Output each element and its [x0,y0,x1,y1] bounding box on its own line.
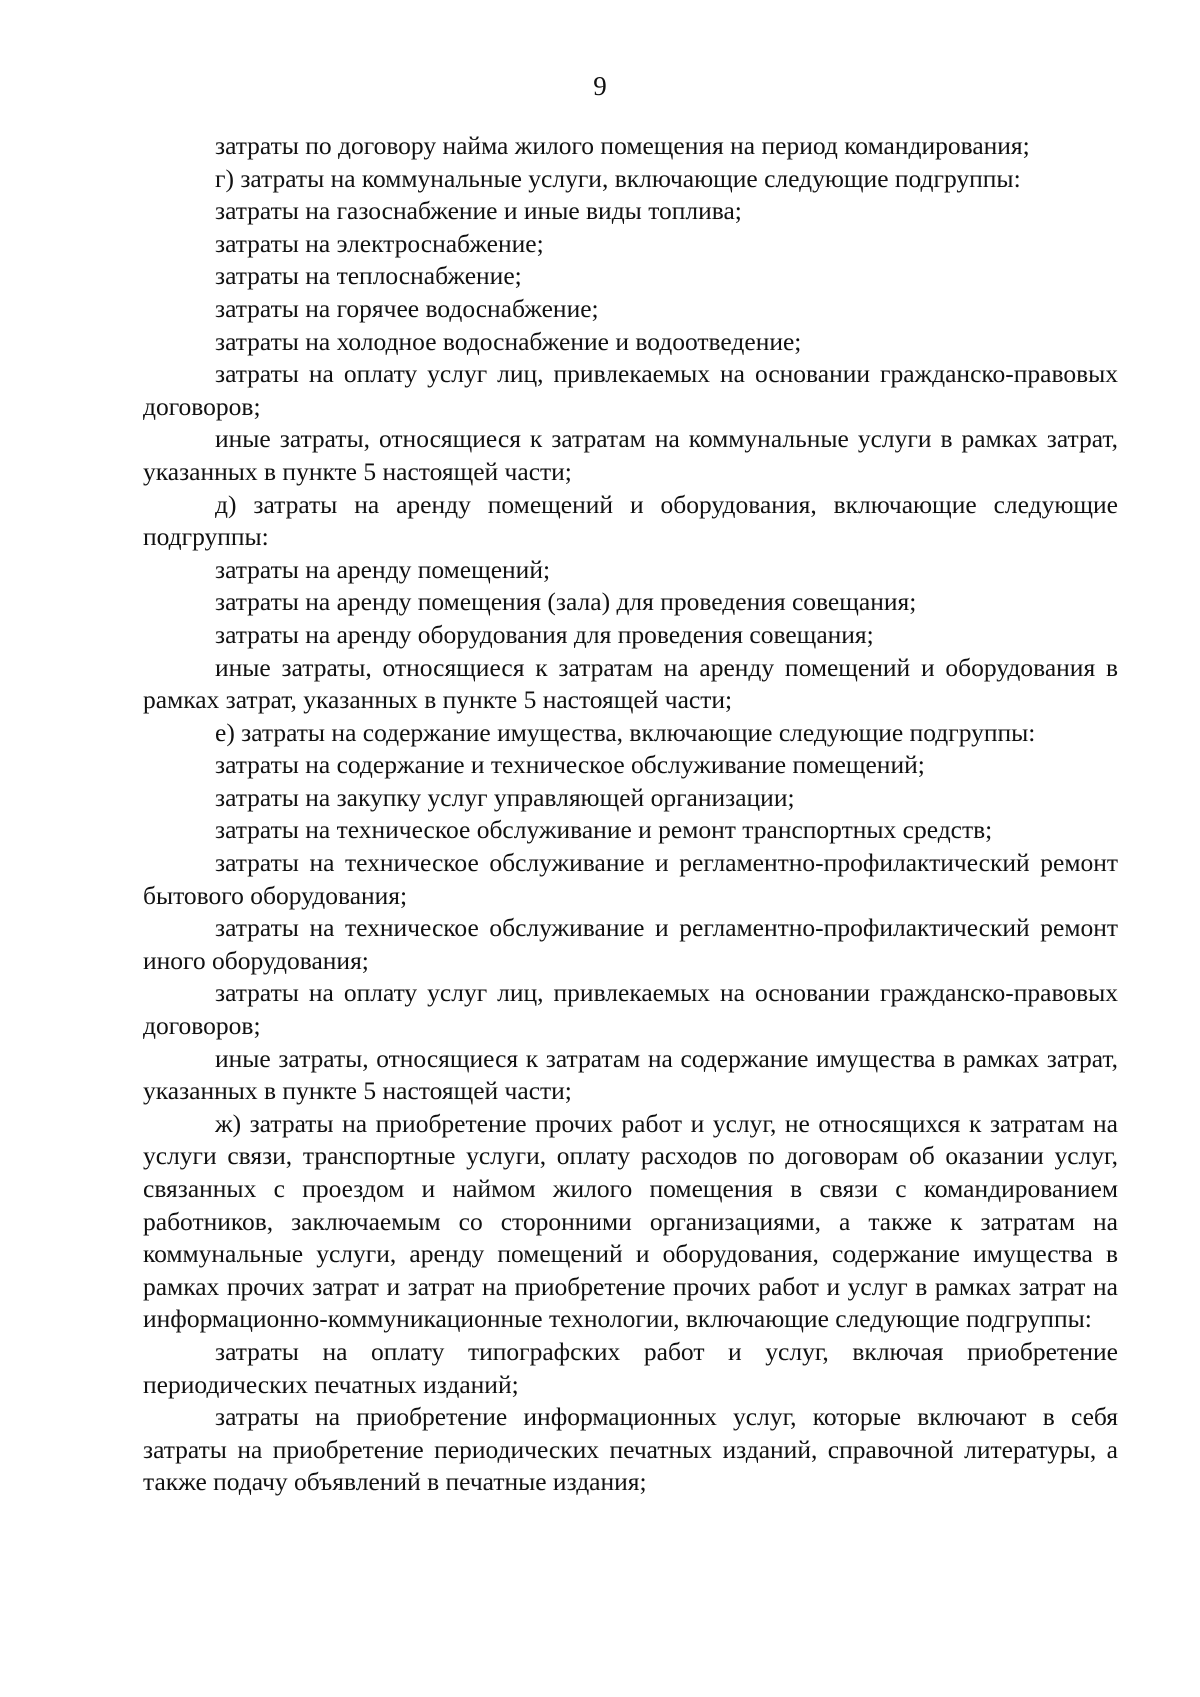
paragraph: затраты на горячее водоснабжение; [215,293,599,323]
paragraph: затраты на газоснабжение и иные виды топлива; [215,196,742,226]
paragraph: затраты на техническое обслуживание и ремонт транспортных средств; [215,815,993,845]
paragraph: затраты на техническое обслуживание и регламентно-профилактический ремонт иного оборудования; [143,913,1118,975]
paragraph: иные затраты, относящиеся к затратам на аренду помещений и оборудования в рамках затрат, указанных в пункте 5 настоящей части; [143,652,1118,715]
paragraph: г) затраты на коммунальные услуги, включающие следующие подгруппы: [215,163,1021,193]
paragraph: затраты на оплату услуг лиц, привлекаемых на основании гражданско-правовых договоров; [143,359,1118,421]
paragraph: затраты на приобретение информационных услуг, которые включают в себя затраты на приобретение периодических печатных изданий, справочной литературы, а также подачу объявлений в печатные издания; [143,1402,1118,1497]
paragraph: иные затраты, относящиеся к затратам на коммунальные услуги в рамках затрат, указанных в пункте 5 настоящей части; [143,424,1118,486]
page-number: 9 [593,71,607,101]
paragraph: е) затраты на содержание имущества, включающие следующие подгруппы: [215,717,1036,747]
paragraph: д) затраты на аренду помещений и оборудования, включающие следующие подгруппы: [143,489,1118,552]
paragraph: затраты на содержание и техническое обслуживание помещений; [215,750,925,780]
paragraph: затраты на закупку услуг управляющей организации; [215,782,795,812]
paragraph: иные затраты, относящиеся к затратам на содержание имущества в рамках затрат, указанных в пункте 5 настоящей части; [143,1043,1118,1106]
paragraph: ж) затраты на приобретение прочих работ и услуг, не относящихся к затратам на услуги связи, транспортные услуги, оплату расходов по договорам об оказании услуг, связанных с проездом и наймом жилого помещения в связи с командированием работников, заключаемым со сторонними организациями, а также к затратам на коммунальные услуги, аренду помещений и оборудования, содержание имущества в рамках прочих затрат и затрат на приобретение прочих работ и услуг в рамках затрат на информационно-коммуникационные технологии, включающие следующие подгруппы: [143,1108,1118,1334]
paragraph: затраты на аренду помещений; [215,554,551,584]
paragraph: затраты по договору найма жилого помещения на период командирования; [215,131,1030,160]
document-body [143,130,1118,1499]
paragraph: затраты на техническое обслуживание и регламентно-профилактический ремонт бытового оборудования; [143,848,1118,910]
paragraph: затраты на электроснабжение; [215,228,544,258]
paragraph: затраты на холодное водоснабжение и водоотведение; [215,326,802,356]
paragraph: затраты на оплату типографских работ и услуг, включая приобретение периодических печатных изданий; [143,1336,1118,1399]
paragraph: затраты на оплату услуг лиц, привлекаемых на основании гражданско-правовых договоров; [143,978,1118,1041]
paragraph: затраты на аренду помещения (зала) для проведения совещания; [215,587,917,617]
paragraph: затраты на аренду оборудования для проведения совещания; [215,619,874,649]
paragraph: затраты на теплоснабжение; [215,261,522,291]
